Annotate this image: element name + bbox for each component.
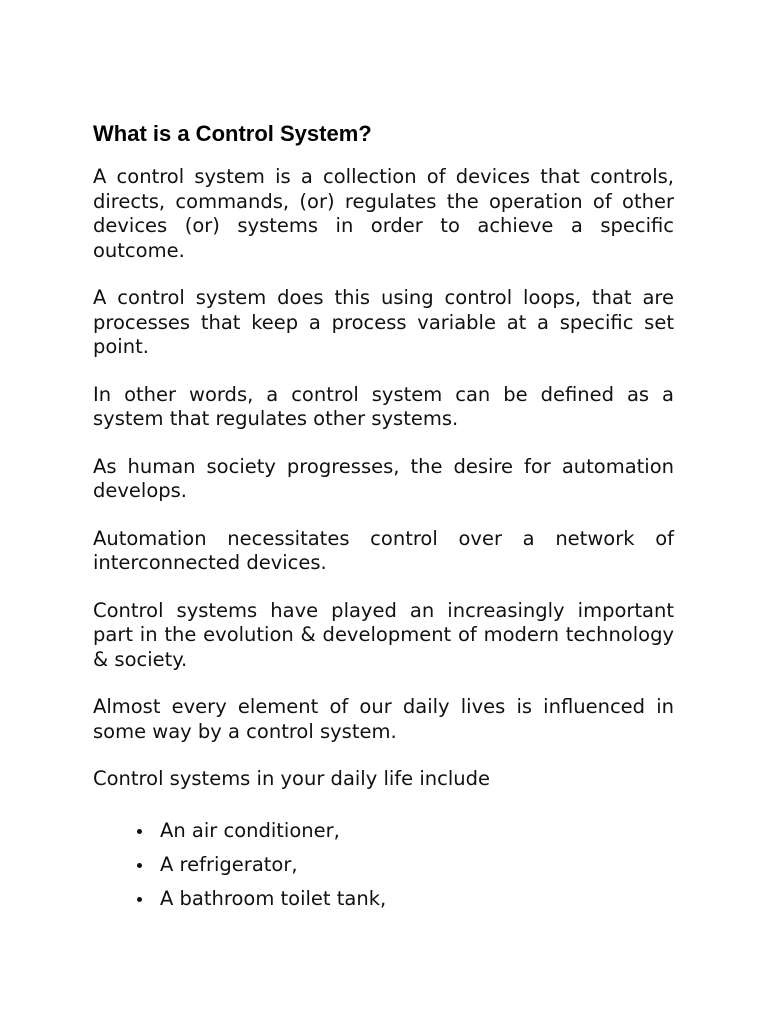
- paragraph-society: As human society progresses, the desire for automation develops.: [93, 454, 674, 502]
- list-item-refrigerator: [93, 848, 674, 882]
- paragraph-definition: A control system is a collection of devices that controls, directs, commands, (or) regulates the operation of other devices (or) systems in order to achieve a specific outcome.: [93, 165, 674, 262]
- list-item-text: An air conditioner,: [160, 818, 340, 842]
- list-item-text: A refrigerator,: [160, 852, 298, 876]
- list-item-text: A bathroom toilet tank,: [160, 886, 387, 910]
- paragraph-list-intro: Control systems in your daily life include: [93, 767, 491, 790]
- paragraph-other-words: In other words, a control system can be defined as a system that regulates other systems.: [93, 382, 674, 430]
- page-title: What is a Control System?: [93, 121, 372, 146]
- bullet-icon: [137, 863, 142, 868]
- bullet-icon: [137, 897, 142, 902]
- document-body: [93, 119, 674, 916]
- paragraph-evolution: Control systems have played an increasingly important part in the evolution & development of modern technology & society.: [93, 598, 674, 671]
- list-item-air-conditioner: [93, 814, 674, 848]
- list-item-toilet-tank: [93, 882, 674, 916]
- examples-list: [93, 814, 674, 916]
- paragraph-control-loops: A control system does this using control loops, that are processes that keep a process variable at a specific set point.: [93, 286, 674, 358]
- bullet-icon: [137, 829, 142, 834]
- paragraph-daily-lives: Almost every element of our daily lives is influenced in some way by a control system.: [93, 695, 674, 743]
- paragraph-automation: Automation necessitates control over a network of interconnected devices.: [93, 526, 674, 574]
